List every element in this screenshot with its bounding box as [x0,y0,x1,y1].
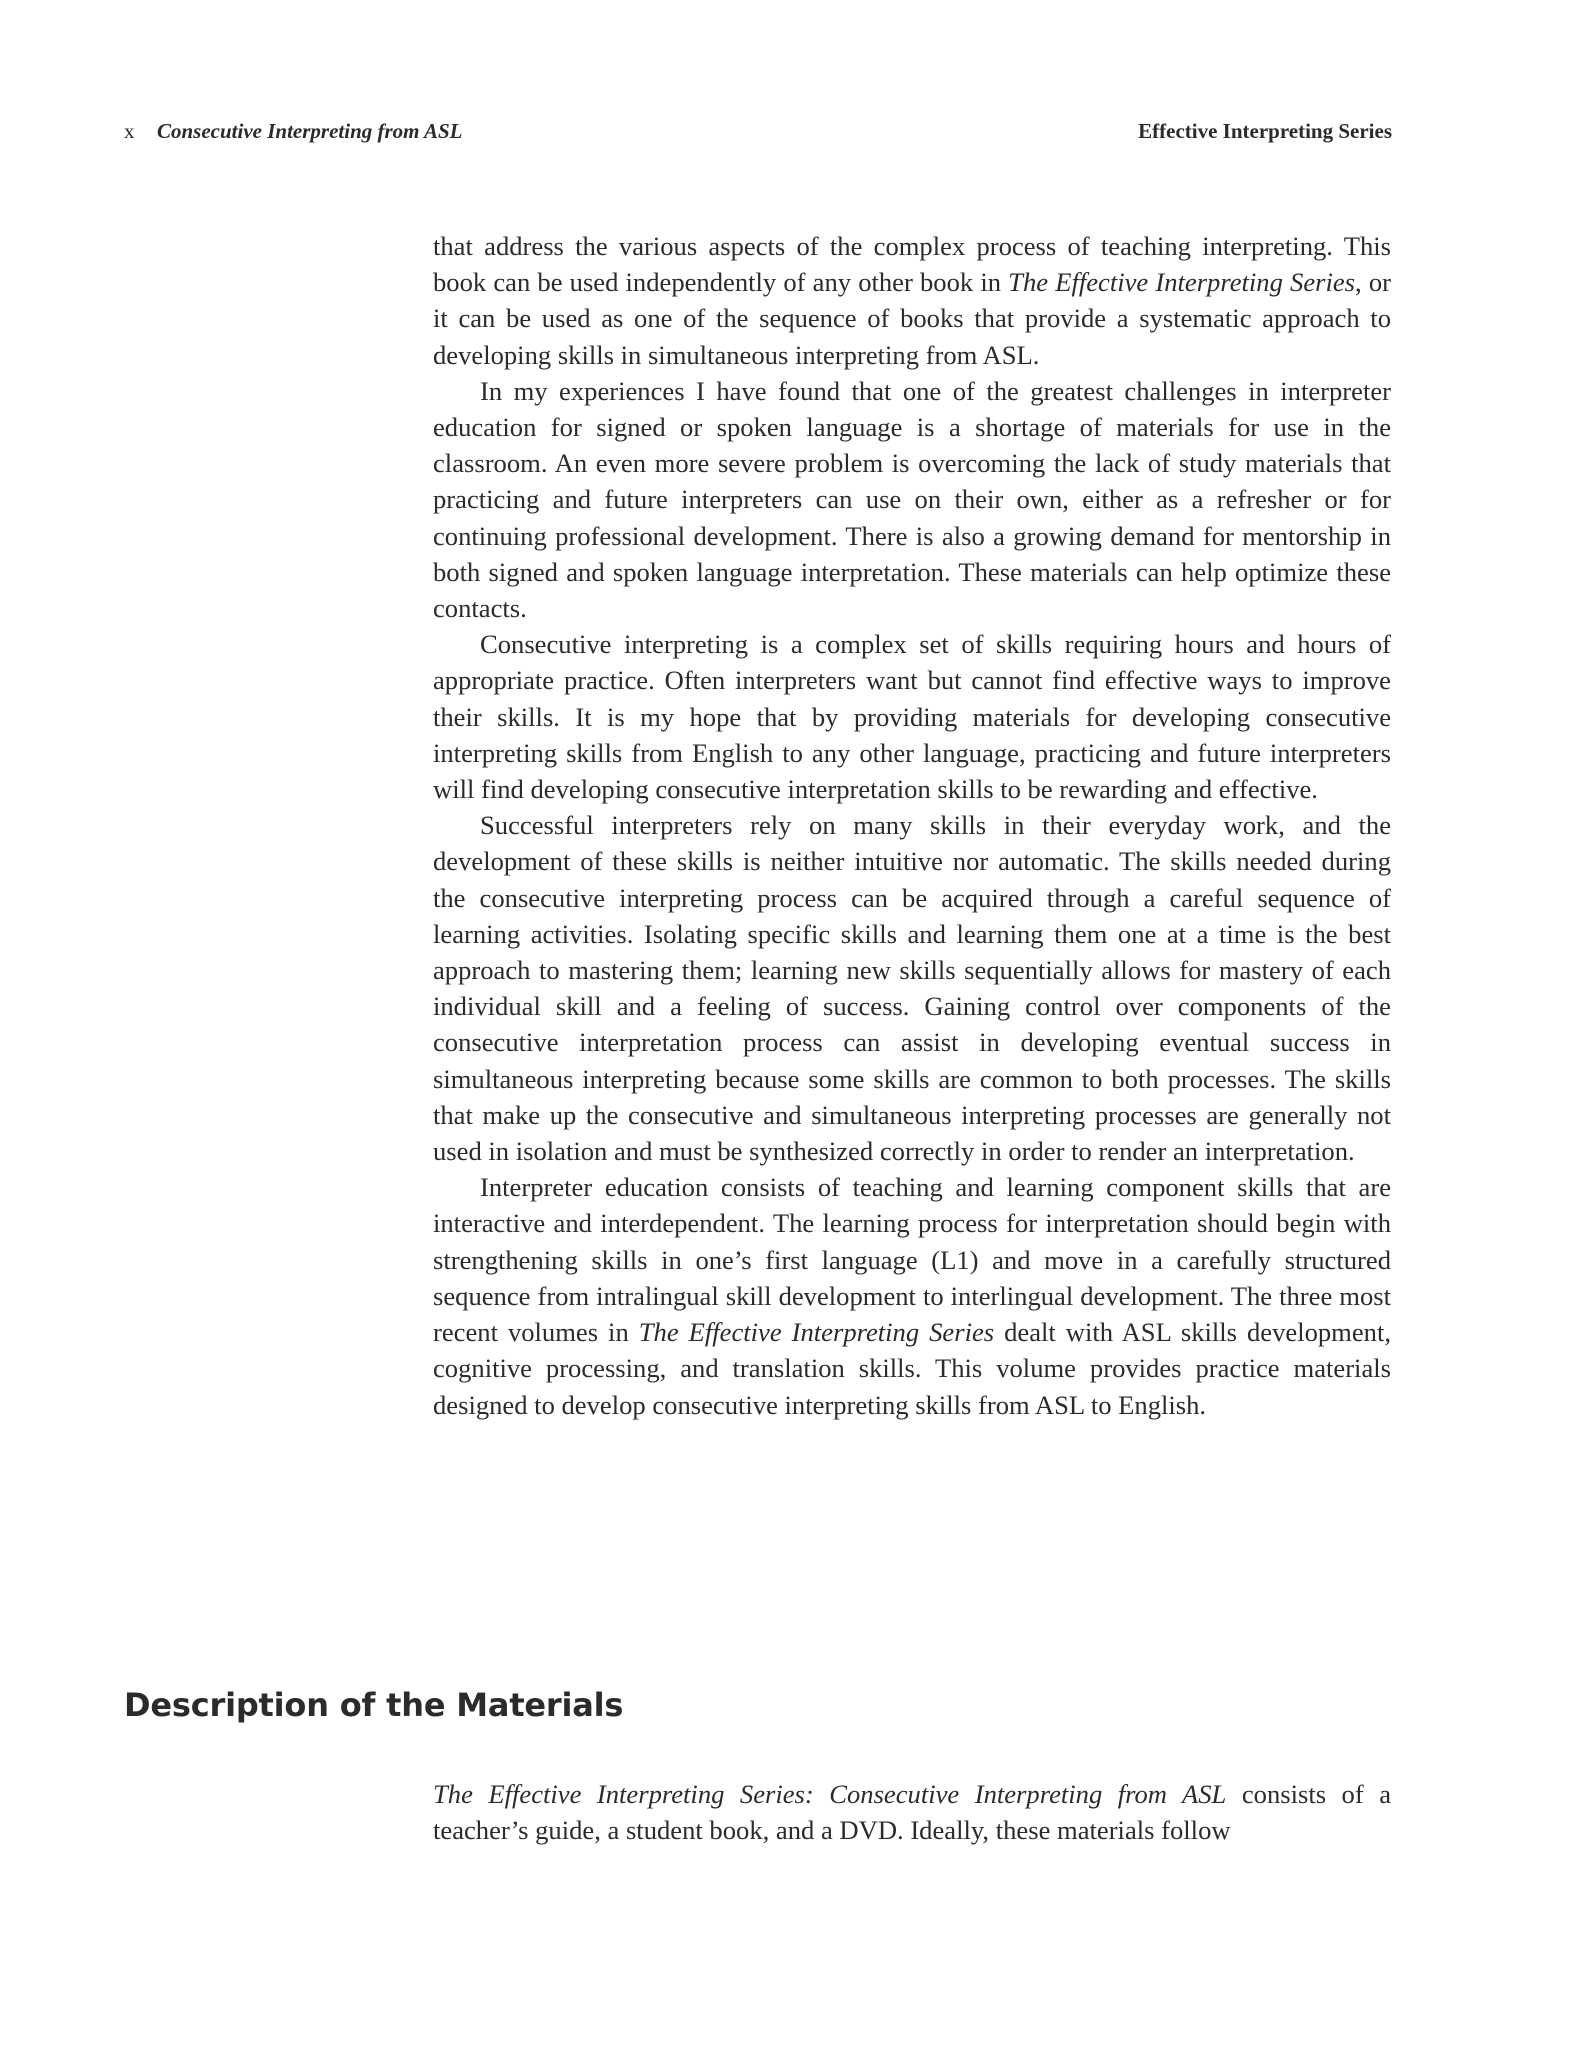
paragraph-5 [433,1169,1391,1422]
running-head-series-title: Effective Interpreting Series [1138,119,1392,143]
paragraph-3: Consecutive interpreting is a complex set of skills requiring hours and hours of appropriate practice. Often interpreters want but cannot find effective ways to improve their skills. It is my hope that by providing materials for developing consecutive interpreting skills from English to any other language, practicing and future interpreters will find developing consecutive interpretation skills to be rewarding and effective. [433,629,1391,805]
running-head-book-title: Consecutive Interpreting from ASL [157,119,463,143]
paragraph-1 [433,228,1391,373]
section-paragraph-1 [433,1776,1391,1848]
paragraph-1-text-a: that address the various aspects of the complex process of teaching interpreting. This book can be used independently of any other book in [433,231,1391,298]
running-head [124,116,1392,146]
section-body [433,1776,1391,1848]
paragraph-5-text-c: dealt with ASL skills development, cognitive processing, and translation skills. This volume provides practice materials designed to develop consecutive interpreting skills from ASL to English. [433,1317,1392,1420]
paragraph-1-text-c: , or it can be used as one of the sequence of books that provide a systematic approach to developing skills in simultaneous interpreting from ASL. [433,267,1391,370]
paragraph-5-text-a: Interpreter education consists of teaching and learning component skills that are interactive and interdependent. The learning process for interpretation should begin with strengthening skills in one’s first language (L1) and move in a carefully structured sequence from intralingual skill development to interlingual development. The three most recent volumes in [433,1172,1391,1348]
body-text [433,228,1391,1423]
section-paragraph-1-text: consists of a teacher’s guide, a student book, and a DVD. Ideally, these materials follow [433,1779,1392,1846]
book-title-italic: The Effective Interpreting Series: Consecutive Interpreting from ASL [433,1779,1227,1809]
paragraph-4: Successful interpreters rely on many skills in their everyday work, and the development of these skills is neither intuitive nor automatic. The skills needed during the consecutive interpreting process can be acquired through a careful sequence of learning activities. Isolating specific skills and learning them one at a time is the best approach to mastering them; learning new skills sequentially allows for mastery of each individual skill and a feeling of success. Gaining control over components of the consecutive interpretation process can assist in developing eventual success in simultaneous interpreting because some skills are common to both processes. The skills that make up the consecutive and simultaneous interpreting processes are generally not used in isolation and must be synthesized correctly in order to render an interpretation. [433,810,1391,1167]
section-heading: Description of the Materials [124,1686,624,1724]
series-title-italic: The Effective Interpreting Series [638,1317,995,1348]
page-number: x [124,119,135,143]
paragraph-2: In my experiences I have found that one of the greatest challenges in interpreter education for signed or spoken language is a shortage of materials for use in the classroom. An even more severe problem is overcoming the lack of study materials that practicing and future interpreters can use on their own, either as a refresher or for continuing professional development. There is also a growing demand for mentorship in both signed and spoken language interpretation. These materials can help optimize these contacts. [433,375,1391,624]
series-title-italic: The Effective Interpreting Series [1008,267,1356,298]
